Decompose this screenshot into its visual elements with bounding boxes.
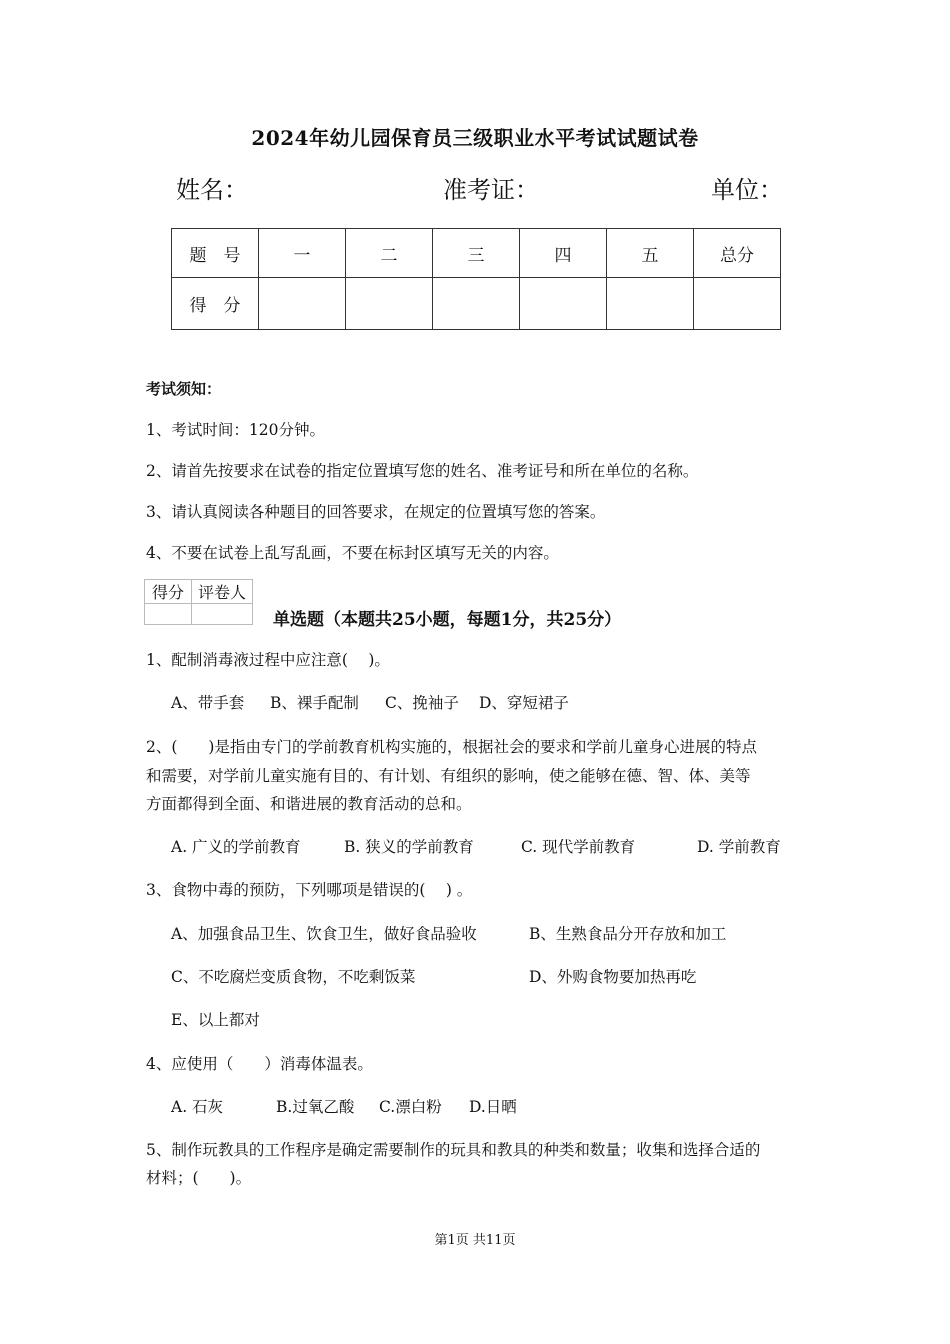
option[interactable]: B、裸手配制 — [270, 694, 359, 712]
score-cell[interactable] — [694, 278, 781, 330]
notice-item: 2、请首先按要求在试卷的指定位置填写您的姓名、准考证号和所在单位的名称。 — [146, 462, 699, 480]
option[interactable]: A、带手套 — [171, 694, 245, 712]
question-stem: 1、配制消毒液过程中应注意( )。 — [146, 651, 390, 669]
question-stem: 4、应使用（ ）消毒体温表。 — [146, 1055, 373, 1073]
option[interactable]: A、加强食品卫生、饮食卫生，做好食品验收 — [171, 925, 477, 943]
unit-field-label: 单位： — [711, 176, 783, 204]
option[interactable]: A. 石灰 — [171, 1098, 224, 1116]
question-stem: 2、( )是指由专门的学前教育机构实施的，根据社会的要求和学前儿童身心进展的特点 — [146, 738, 757, 756]
option[interactable]: C、不吃腐烂变质食物，不吃剩饭菜 — [171, 968, 416, 986]
option[interactable]: D、外购食物要加热再吃 — [529, 968, 697, 986]
score-table-header: 三 — [433, 229, 520, 278]
grader-box — [144, 579, 253, 625]
score-cell[interactable] — [346, 278, 433, 330]
grader-score-label: 得分 — [145, 580, 192, 604]
score-cell[interactable] — [607, 278, 694, 330]
option[interactable]: E、以上都对 — [171, 1011, 260, 1029]
option[interactable]: D、穿短裙子 — [479, 694, 569, 712]
exam-id-field-label: 准考证： — [443, 176, 539, 204]
notice-item: 3、请认真阅读各种题目的回答要求，在规定的位置填写您的答案。 — [146, 503, 606, 521]
score-cell[interactable] — [259, 278, 346, 330]
option[interactable]: C.漂白粉 — [379, 1098, 442, 1116]
notice-title: 考试须知： — [146, 380, 222, 398]
option[interactable]: B、生熟食品分开存放和加工 — [529, 925, 727, 943]
grader-reviewer-cell[interactable] — [192, 604, 253, 625]
section-title: 单选题（本题共25小题，每题1分，共25分） — [273, 610, 622, 630]
page-title: 2024年幼儿园保育员三级职业水平考试试题试卷 — [251, 126, 699, 150]
grader-reviewer-label: 评卷人 — [192, 580, 253, 604]
score-cell[interactable] — [433, 278, 520, 330]
score-table-header: 二 — [346, 229, 433, 278]
option[interactable]: B.过氧乙酸 — [276, 1098, 355, 1116]
score-table-header-row — [172, 229, 781, 278]
question-stem: 方面都得到全面、和谐进展的教育活动的总和。 — [146, 795, 472, 813]
score-table-score-row — [172, 278, 781, 330]
score-table — [171, 228, 781, 330]
name-field-label: 姓名： — [176, 176, 248, 204]
score-table-header: 总分 — [694, 229, 781, 278]
option[interactable]: D. 学前教育 — [697, 838, 781, 856]
option[interactable]: D.日晒 — [469, 1098, 517, 1116]
grader-score-cell[interactable] — [145, 604, 192, 625]
option[interactable]: C. 现代学前教育 — [521, 838, 636, 856]
option[interactable]: A. 广义的学前教育 — [171, 838, 301, 856]
score-table-header: 题 号 — [172, 229, 259, 278]
question-stem: 和需要，对学前儿童实施有目的、有计划、有组织的影响，使之能够在德、智、体、美等 — [146, 767, 751, 785]
notice-item: 4、不要在试卷上乱写乱画，不要在标封区填写无关的内容。 — [146, 544, 559, 562]
option[interactable]: C、挽袖子 — [385, 694, 459, 712]
question-stem: 材料；( )。 — [146, 1169, 252, 1187]
score-table-header: 五 — [607, 229, 694, 278]
score-row-label: 得 分 — [172, 278, 259, 330]
page-footer: 第1页 共11页 — [434, 1233, 516, 1248]
score-table-header: 一 — [259, 229, 346, 278]
score-cell[interactable] — [520, 278, 607, 330]
score-table-header: 四 — [520, 229, 607, 278]
option[interactable]: B. 狭义的学前教育 — [344, 838, 474, 856]
question-stem: 5、制作玩教具的工作程序是确定需要制作的玩具和教具的种类和数量；收集和选择合适的 — [146, 1141, 761, 1159]
notice-item: 1、考试时间：120分钟。 — [146, 421, 325, 439]
question-stem: 3、食物中毒的预防，下列哪项是错误的( ) 。 — [146, 881, 473, 899]
